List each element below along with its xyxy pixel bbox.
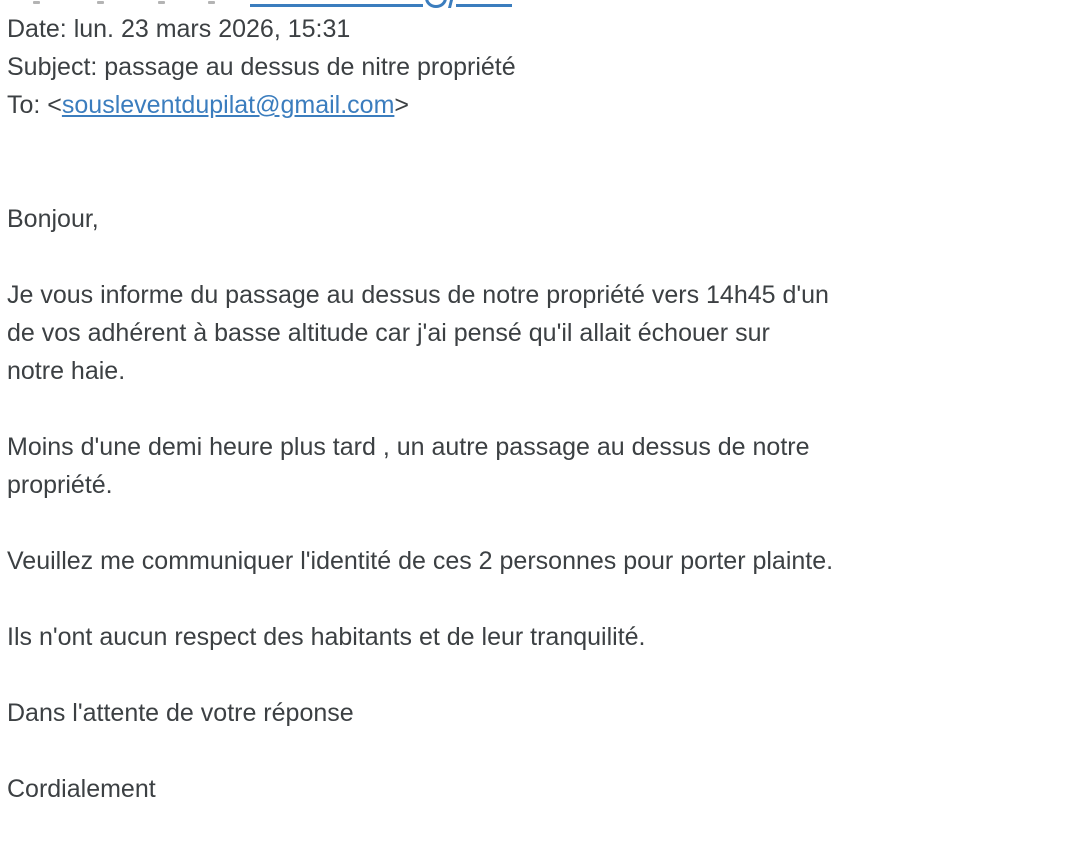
paragraph-2-line: propriété. — [7, 471, 113, 499]
at-sign-fragment-icon[interactable] — [448, 0, 453, 8]
clipped-text-fragment — [158, 1, 165, 4]
recipient-email-link[interactable]: sousleventdupilat@gmail.com — [61, 91, 395, 119]
paragraph-1-line: Je vous informe du passage au dessus de notre propriété vers 14h45 d'un — [7, 281, 829, 309]
paragraph-2 — [7, 428, 1085, 504]
clipped-email-link-fragment[interactable] — [456, 4, 512, 7]
paragraph-1 — [7, 276, 1085, 390]
paragraph-4 — [7, 618, 1085, 656]
closing-paragraph-2 — [7, 770, 1085, 808]
to-suffix: > — [394, 91, 409, 119]
forwarded-header-block — [7, 10, 1085, 124]
to-label: To: < — [7, 91, 62, 119]
date-line: Date: lun. 23 mars 2026, 15:31 — [7, 15, 351, 43]
greeting-text: Bonjour, — [7, 205, 99, 233]
at-sign-fragment-icon[interactable] — [425, 0, 447, 8]
clipped-text-fragment — [208, 1, 215, 4]
paragraph-4-line: Ils n'ont aucun respect des habitants et de leur tranquilité. — [7, 623, 646, 651]
to-line — [7, 86, 1085, 124]
clipped-text-fragment — [33, 1, 40, 4]
subject-line: Subject: passage au dessus de nitre propriété — [7, 53, 516, 81]
greeting-paragraph — [7, 200, 1085, 238]
email-content — [7, 10, 1085, 846]
paragraph-1-line: notre haie. — [7, 357, 126, 385]
clipped-text-fragment — [97, 1, 104, 4]
closing-text-2: Cordialement — [7, 775, 156, 803]
clipped-email-link-fragment[interactable] — [250, 4, 423, 7]
paragraph-1-line: de vos adhérent à basse altitude car j'ai pensé qu'il allait échouer sur — [7, 319, 770, 347]
paragraph-2-line: Moins d'une demi heure plus tard , un autre passage au dessus de notre — [7, 433, 810, 461]
closing-text-1: Dans l'attente de votre réponse — [7, 699, 354, 727]
closing-paragraph-1 — [7, 694, 1085, 732]
paragraph-3-line: Veuillez me communiquer l'identité de ces 2 personnes pour porter plainte. — [7, 547, 834, 575]
paragraph-3 — [7, 542, 1085, 580]
clipped-from-line — [0, 0, 1092, 10]
